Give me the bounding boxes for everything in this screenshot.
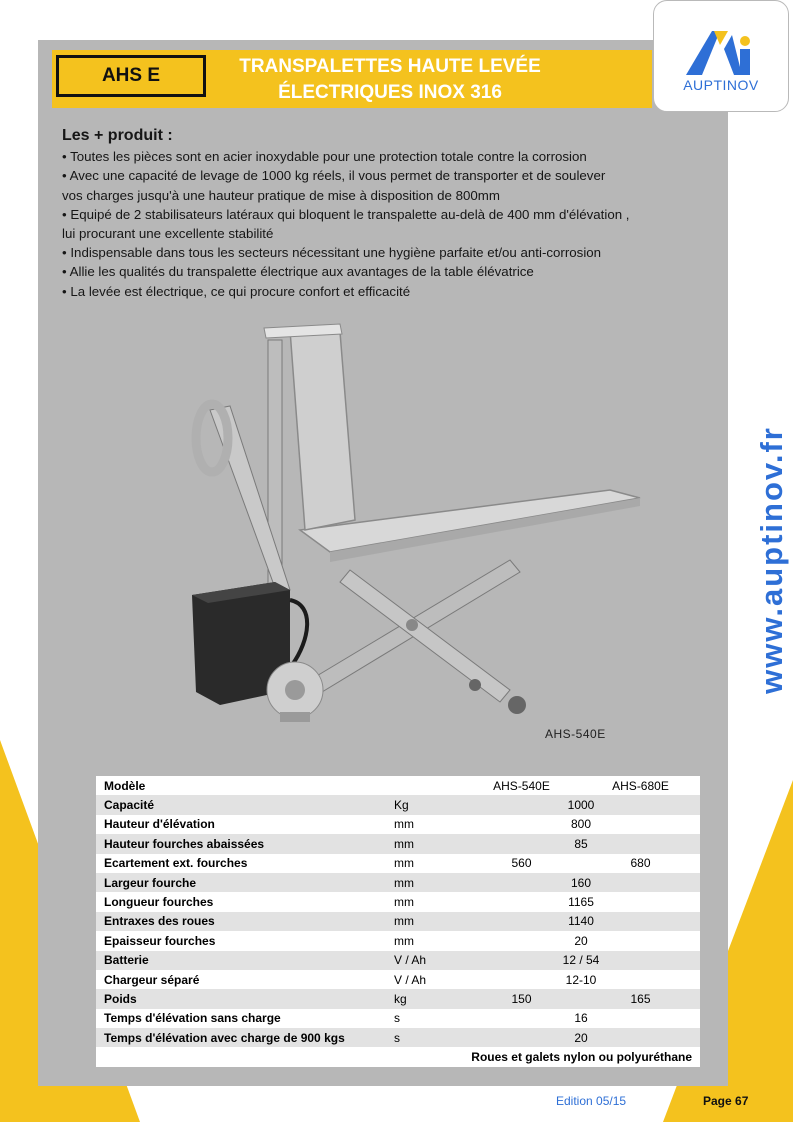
table-cell-unit: kg [394, 989, 462, 1008]
table-cell-unit: Kg [394, 795, 462, 814]
table-cell-value-model-1: 150 [462, 989, 581, 1008]
feature-line: • Avec une capacité de levage de 1000 kg réels, il vous permet de transporter et de soulever [62, 168, 606, 184]
title-line-2: ÉLECTRIQUES INOX 316 [278, 82, 502, 103]
table-row [96, 854, 700, 873]
table-cell-value: 12 / 54 [462, 951, 700, 970]
edition-label: Edition 05/15 [556, 1094, 627, 1108]
table-row [96, 989, 700, 1008]
features-heading: Les + produit : [62, 127, 173, 144]
table-cell-label: Modèle [96, 776, 394, 795]
feature-line: • Toutes les pièces sont en acier inoxydable pour une protection totale contre la corrosion [62, 149, 587, 165]
table-cell-label: Largeur fourche [96, 873, 394, 892]
table-header-model-1: AHS-540E [462, 776, 581, 795]
feature-line: • Indispensable dans tous les secteurs nécessitant une hygiène parfaite et/ou anti-corrosion [62, 245, 602, 261]
table-row [96, 931, 700, 950]
table-row [96, 834, 700, 853]
table-cell-value: 1165 [462, 892, 700, 911]
table-cell-label: Temps d'élévation sans charge [96, 1009, 394, 1028]
model-code-badge: AHS E [56, 55, 206, 97]
feature-line: lui procurant une excellente stabilité [62, 226, 274, 242]
product-features [62, 126, 722, 301]
table-header-row [96, 776, 700, 795]
table-cell-label: Batterie [96, 951, 394, 970]
table-cell-label: Hauteur fourches abaissées [96, 834, 394, 853]
table-cell-label: Ecartement ext. fourches [96, 854, 394, 873]
pallet-truck-photo [180, 320, 650, 750]
logo-mark-icon [654, 5, 790, 85]
table-cell-unit: mm [394, 931, 462, 950]
table-cell-unit: V / Ah [394, 951, 462, 970]
table-cell-label: Entraxes des roues [96, 912, 394, 931]
table-cell-value: 12-10 [462, 970, 700, 989]
page-title [215, 54, 565, 106]
table-row [96, 951, 700, 970]
feature-line: vos charges jusqu'à une hauteur pratique de mise à disposition de 800mm [62, 187, 500, 203]
feature-line: • La levée est électrique, ce qui procure confort et efficacité [62, 283, 411, 299]
table-row [96, 1009, 700, 1028]
table-cell-unit: mm [394, 892, 462, 911]
table-cell-label: Temps d'élévation avec charge de 900 kgs [96, 1028, 394, 1047]
table-footer-note: Roues et galets nylon ou polyuréthane [96, 1047, 700, 1066]
table-cell-value: 1140 [462, 912, 700, 931]
title-line-1: TRANSPALETTES HAUTE LEVÉE [239, 56, 541, 77]
table-cell-unit: s [394, 1028, 462, 1047]
table-cell-label: Hauteur d'élévation [96, 815, 394, 834]
table-cell-label: Poids [96, 989, 394, 1008]
table-cell-value-model-1: 560 [462, 854, 581, 873]
table-row [96, 1028, 700, 1047]
table-cell-unit: mm [394, 834, 462, 853]
table-cell-value: 16 [462, 1009, 700, 1028]
website-url-vertical[interactable] [754, 360, 789, 760]
table-footer-row [96, 1047, 700, 1066]
logo-wordmark: AUPTINOV [683, 77, 759, 93]
table-cell-value-model-2: 680 [581, 854, 700, 873]
table-cell-label: Longueur fourches [96, 892, 394, 911]
table-cell-unit: mm [394, 815, 462, 834]
table-cell-value: 1000 [462, 795, 700, 814]
specifications-table [96, 776, 700, 1067]
table-cell-value: 800 [462, 815, 700, 834]
table-row [96, 815, 700, 834]
table-cell-value: 85 [462, 834, 700, 853]
table-row [96, 795, 700, 814]
table-cell-unit [394, 776, 462, 795]
table-cell-label: Chargeur séparé [96, 970, 394, 989]
table-row [96, 912, 700, 931]
table-cell-value: 20 [462, 931, 700, 950]
table-cell-value-model-2: 165 [581, 989, 700, 1008]
table-cell-value: 20 [462, 1028, 700, 1047]
table-cell-unit: mm [394, 912, 462, 931]
table-cell-label: Capacité [96, 795, 394, 814]
table-cell-label: Epaisseur fourches [96, 931, 394, 950]
feature-line: • Allie les qualités du transpalette électrique aux avantages de la table élévatrice [62, 264, 534, 280]
table-cell-unit: s [394, 1009, 462, 1028]
table-row [96, 873, 700, 892]
table-header-model-2: AHS-680E [581, 776, 700, 795]
table-row [96, 970, 700, 989]
website-url-text[interactable]: www.auptinov.fr [754, 426, 789, 694]
auptinov-logo [653, 0, 789, 112]
table-cell-value: 160 [462, 873, 700, 892]
table-cell-unit: V / Ah [394, 970, 462, 989]
feature-line: • Equipé de 2 stabilisateurs latéraux qui bloquent le transpalette au-delà de 400 mm d'élévation , [62, 206, 630, 222]
table-cell-unit: mm [394, 873, 462, 892]
page-number: Page 67 [703, 1094, 749, 1108]
table-cell-unit: mm [394, 854, 462, 873]
table-row [96, 892, 700, 911]
photo-caption: AHS-540E [545, 727, 606, 741]
